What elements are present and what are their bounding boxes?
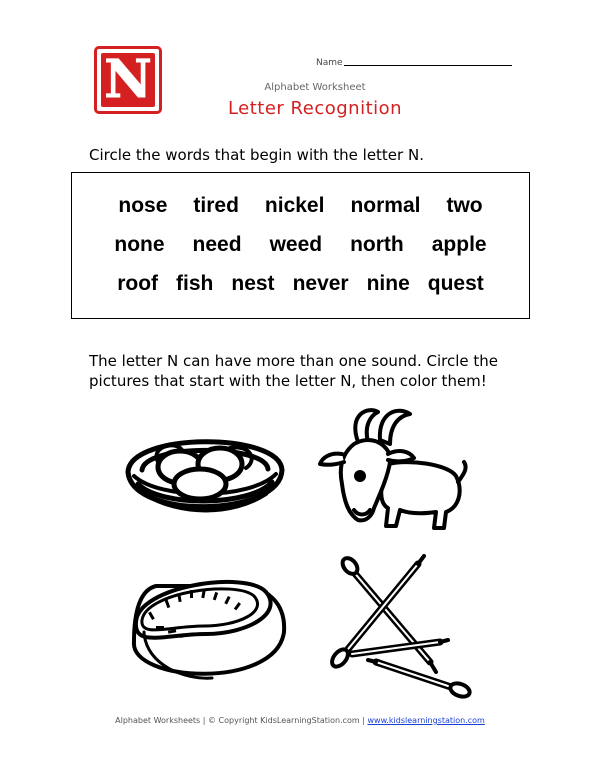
word-row [72,272,529,296]
word[interactable]: nose [118,194,168,217]
word[interactable]: roof [117,272,159,295]
word[interactable]: none [114,233,165,256]
word[interactable]: normal [350,194,421,217]
word[interactable]: nest [231,272,275,295]
word[interactable]: nickel [264,194,325,217]
melon-icon[interactable] [126,562,292,692]
word-box [71,172,530,319]
word-row [72,194,529,218]
word[interactable]: north [350,233,404,256]
word[interactable]: never [292,272,349,295]
worksheet-title: Letter Recognition [227,98,403,119]
word[interactable]: two [446,194,483,217]
instruction-words: Circle the words that begin with the letter N. [89,146,424,164]
word[interactable]: weed [269,233,323,256]
name-label: Name [316,58,343,68]
worksheet-subtitle: Alphabet Worksheet [264,82,366,93]
word[interactable]: nine [366,272,410,295]
logo-letter: N [104,49,152,110]
word-row [72,233,529,257]
instruction-pictures: The letter N can have more than one sound. Circle the pictures that start with the letter N, then color them! [89,352,498,390]
footer-text: Alphabet Worksheets | © Copyright KidsLearningStation.com | [115,716,368,725]
nails-icon[interactable] [322,550,482,710]
footer [0,716,600,725]
word[interactable]: apple [431,233,487,256]
name-input-line[interactable] [344,65,512,66]
footer-link[interactable]: www.kidslearningstation.com [367,716,485,725]
word[interactable]: quest [427,272,484,295]
word[interactable]: need [192,233,242,256]
goat-icon[interactable] [318,404,468,534]
word[interactable]: fish [176,272,214,295]
nest-icon[interactable] [120,412,290,532]
word[interactable]: tired [193,194,239,217]
